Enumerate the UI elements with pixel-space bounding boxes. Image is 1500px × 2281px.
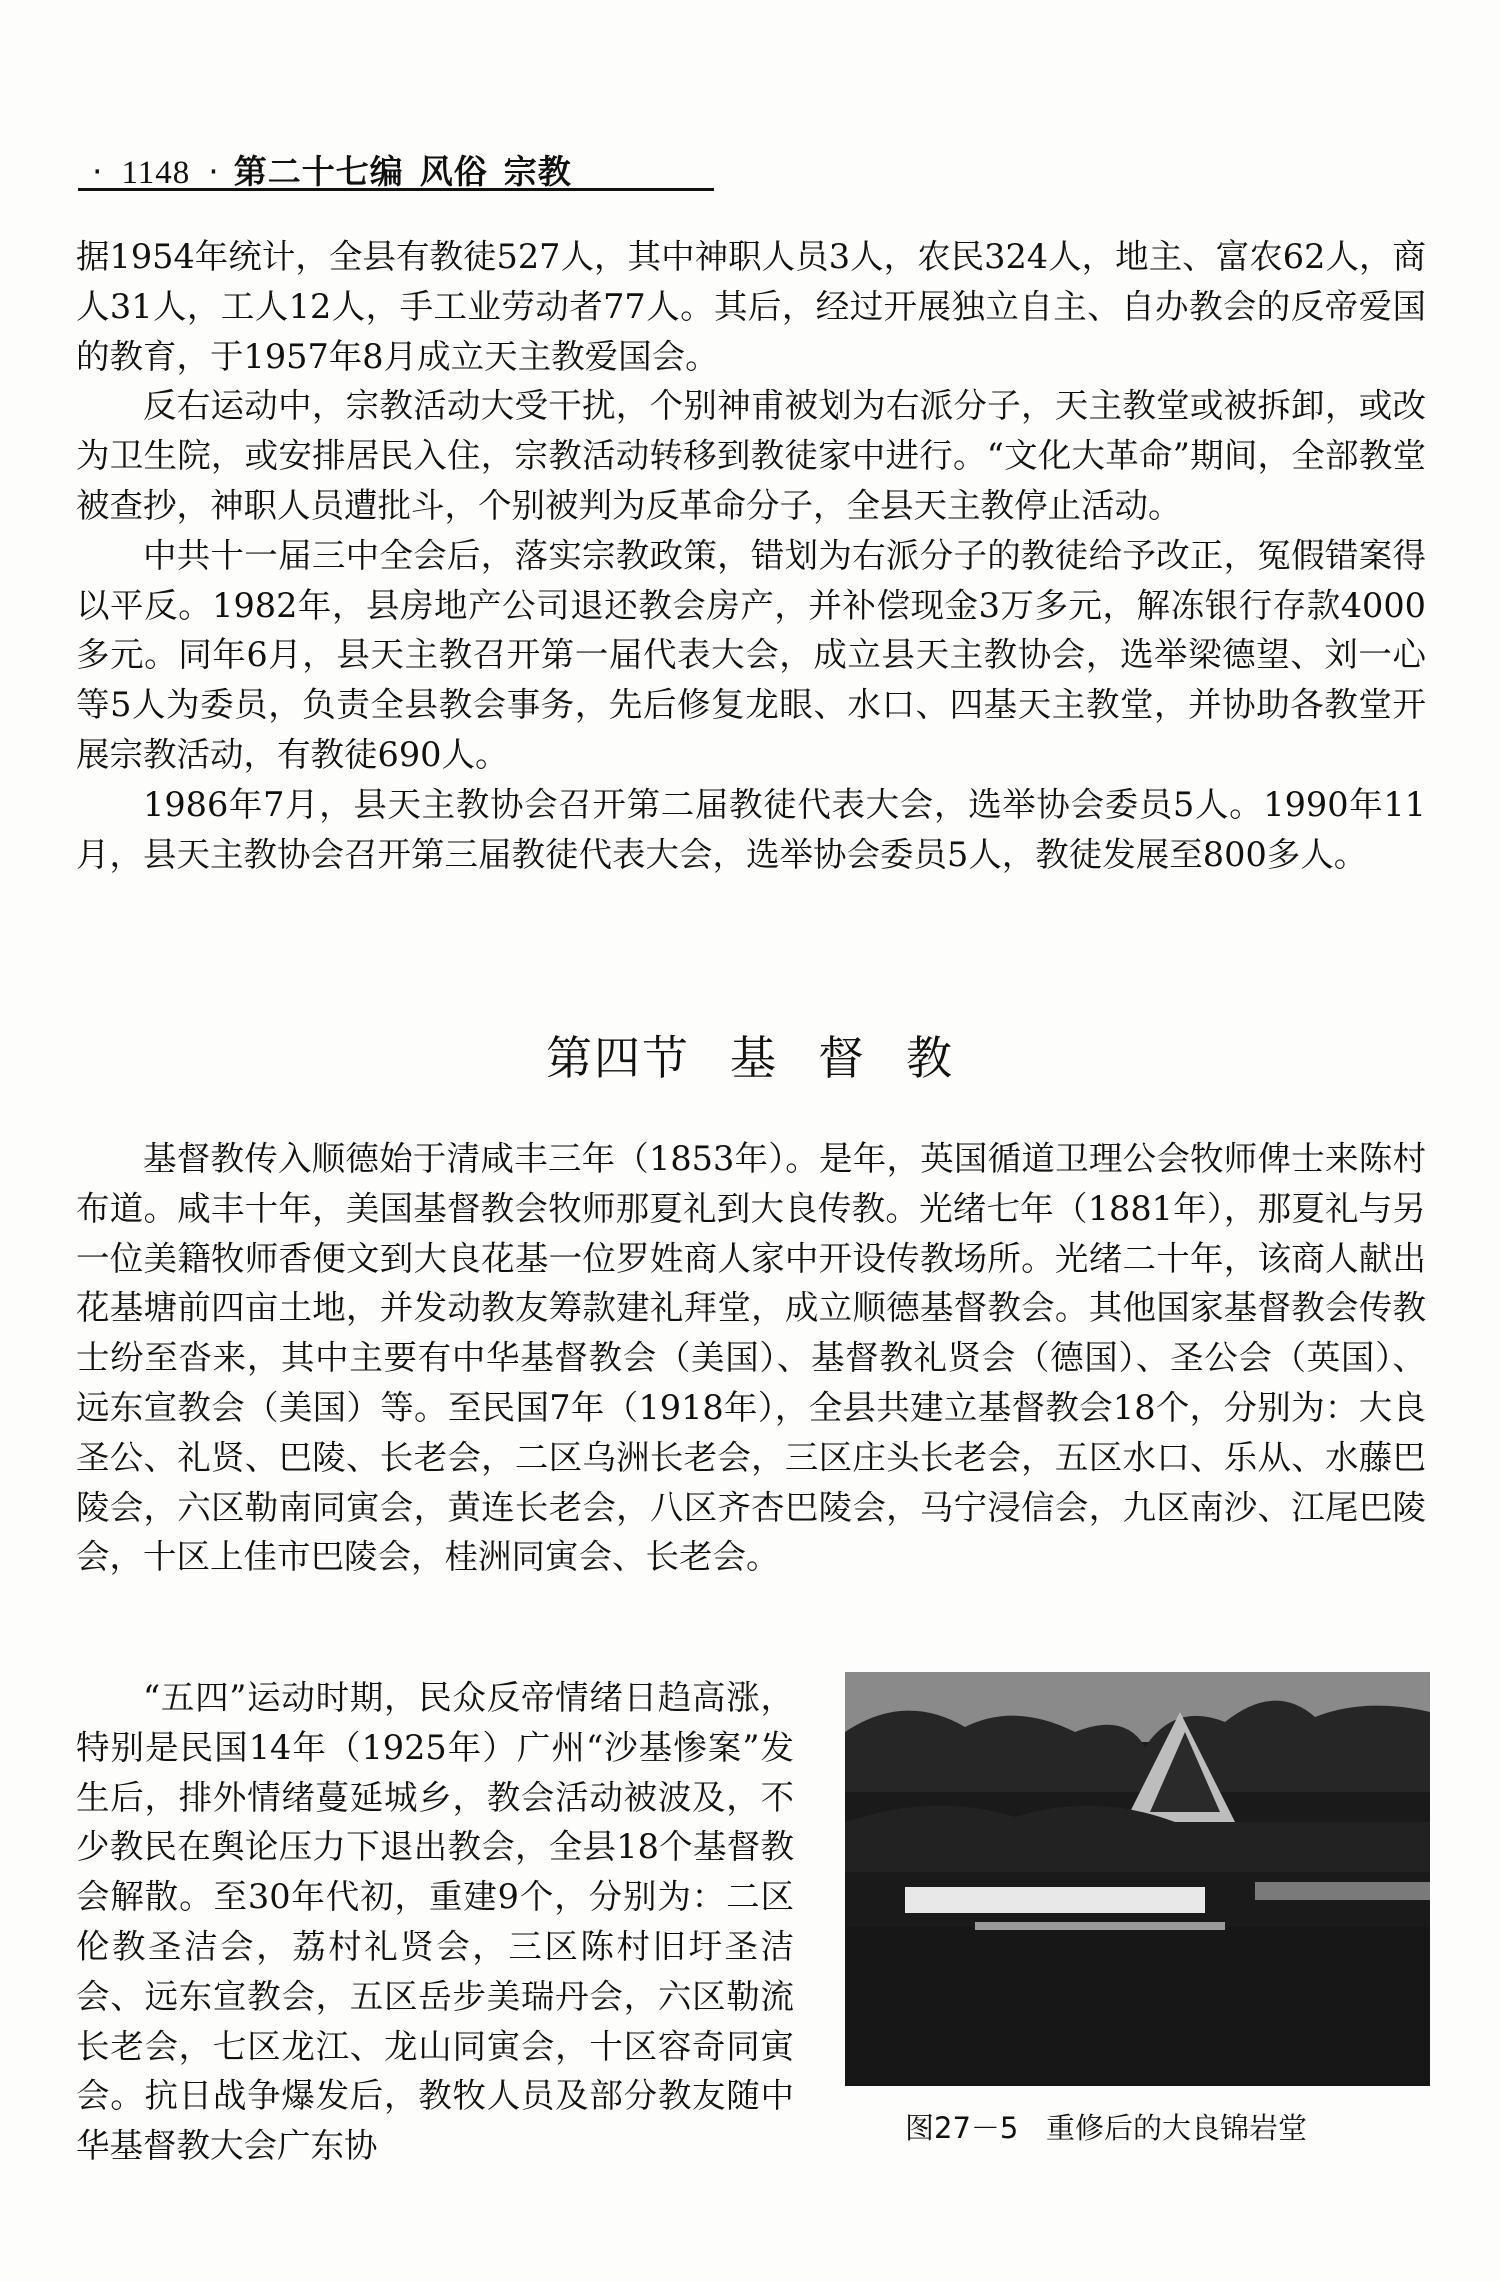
may-fourth-text-block [76, 1673, 794, 2171]
catholic-text-block [76, 232, 1426, 879]
section-number: 第四节 [546, 1031, 690, 1085]
paragraph: 基督教传入顺德始于清咸丰三年（1853年）。是年，英国循道卫理公会牧师俾士来陈村布道。咸丰十年，美国基督教会牧师那夏礼到大良传教。光绪七年（1881年），那夏礼与另一位美籍牧师香便文到大良花基一位罗姓商人家中开设传教场所。光绪二十年，该商人献出花基塘前四亩土地，并发动教友筹款建礼拜堂，成立顺德基督教会。其他国家基督教会传教士纷至沓来，其中主要有中华基督教会（美国）、基督教礼贤会（德国）、圣公会（英国）、远东宣教会（美国）等。至民国7年（1918年），全县共建立基督教会18个，分别为：大良圣公、礼贤、巴陵、长老会，二区乌洲长老会，三区庄头长老会，五区水口、乐从、水藤巴陵会，六区勒南同寅会，黄连长老会，八区齐杏巴陵会，马宁浸信会，九区南沙、江尾巴陵会，十区上佳市巴陵会，桂洲同寅会、长老会。 [76, 1139, 1426, 1577]
section-char: 督 [818, 1031, 866, 1085]
section-char: 基 [730, 1031, 778, 1085]
paragraph: 据1954年统计，全县有教徒527人，其中神职人员3人，农民324人，地主、富农62人，商人31人，工人12人，手工业劳动者77人。其后，经过开展独立自主、自办教会的反帝爱国的教育，于1957年8月成立天主教爱国会。 [76, 237, 1426, 376]
section-heading [0, 1022, 1500, 1088]
paragraph: “五四”运动时期，民众反帝情绪日趋高涨，特别是民国14年（1925年）广州“沙基惨案”发生后，排外情绪蔓延城乡，教会活动被波及，不少教民在舆论压力下退出教会，全县18个基督教会解散。至30年代初，重建9个，分别为：二区伦教圣洁会，荔村礼贤会，三区陈村旧圩圣洁会、远东宣教会，五区岳步美瑞丹会，六区勒流长老会，七区龙江、龙山同寅会，十区容奇同寅会。抗日战争爆发后，教牧人员及部分教友随中华基督教大会广东协 [76, 1678, 794, 2166]
header-dot-right: · [208, 152, 220, 191]
paragraph: 反右运动中，宗教活动大受干扰，个别神甫被划为右派分子，天主教堂或被拆卸，或改为卫生院，或安排居民入住，宗教活动转移到教徒家中进行。“文化大革命”期间，全部教堂被查抄，神职人员遭批斗，个别被判为反革命分子，全县天主教停止活动。 [76, 386, 1426, 525]
running-header [78, 146, 714, 191]
christianity-text-block [76, 1134, 1426, 1582]
figure-caption [905, 2106, 1307, 2147]
chapter-title: 风俗 [419, 152, 488, 191]
paragraph: 1986年7月，县天主教协会召开第二届教徒代表大会，选举协会委员5人。1990年11月，县天主教协会召开第三届教徒代表大会，选举协会委员5人，教徒发展至800多人。 [76, 784, 1426, 874]
part-title: 第二十七编 [233, 152, 404, 191]
header-dot-left: · [92, 152, 104, 191]
figure-label: 图27－5 [905, 2111, 1019, 2145]
section-char: 教 [906, 1031, 954, 1085]
figure-caption-text: 重修后的大良锦岩堂 [1046, 2111, 1308, 2145]
page-number: 1148 [121, 155, 191, 191]
subject-title: 宗教 [503, 152, 572, 191]
paragraph: 中共十一届三中全会后，落实宗教政策，错划为右派分子的教徒给予改正，冤假错案得以平反。1982年，县房地产公司退还教会房产，并补偿现金3万多元，解冻银行存款4000多元。同年6月，县天主教召开第一届代表大会，成立县天主教协会，选举梁德望、刘一心等5人为委员，负责全县教会事务，先后修复龙眼、水口、四基天主教堂，并协助各教堂开展宗教活动，有教徒690人。 [76, 535, 1426, 774]
church-photo [845, 1672, 1430, 2086]
